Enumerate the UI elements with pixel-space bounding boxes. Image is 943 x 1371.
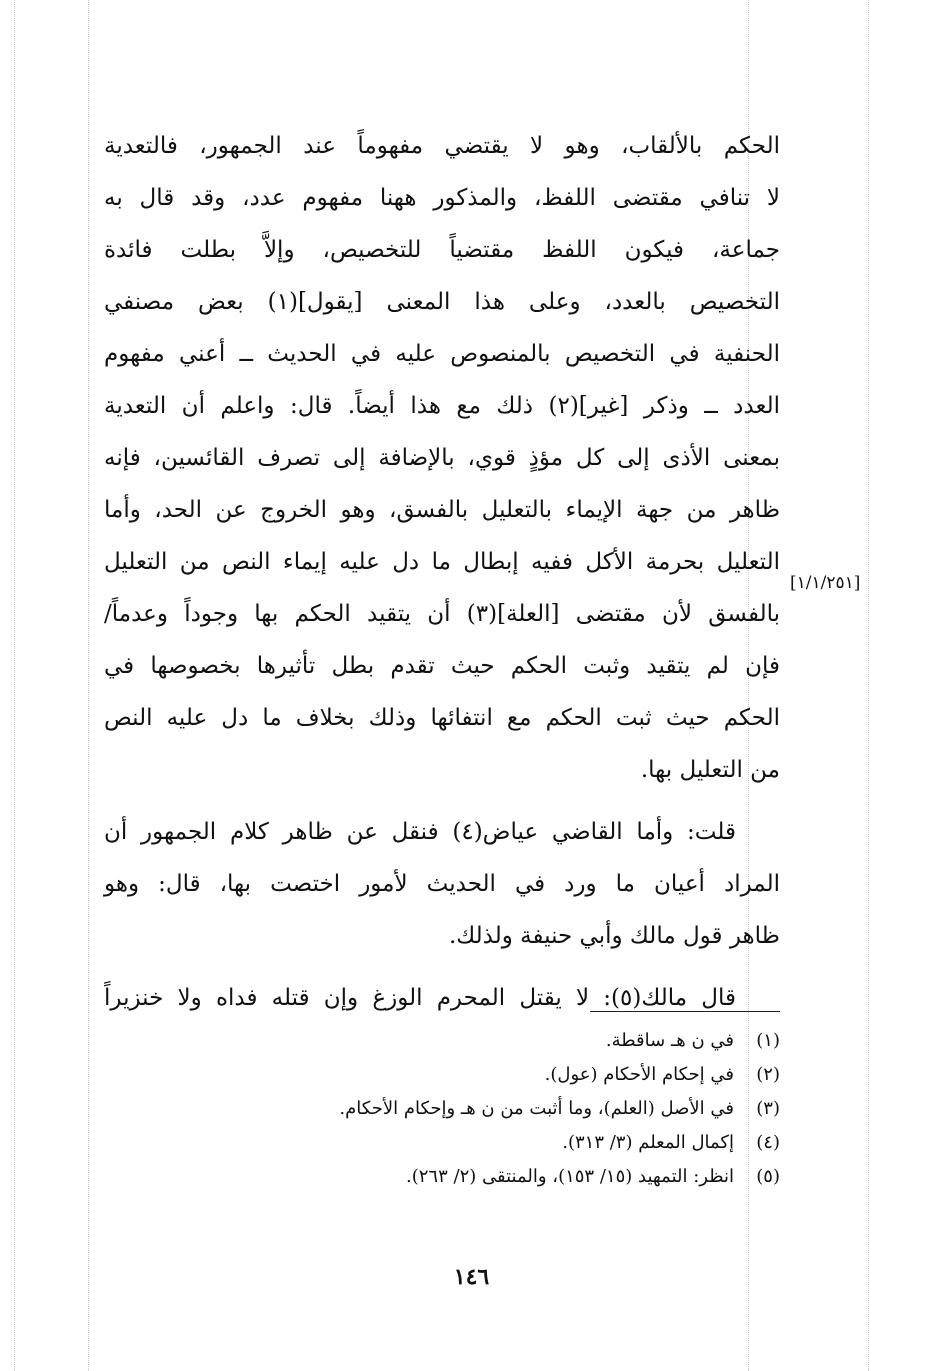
scan-guide-line: [868, 0, 869, 1371]
text-line: الحنفية في التخصيص بالمنصوص عليه في الحديث ــ أعني مفهوم: [104, 341, 780, 367]
text-line: قال مالك(٥): لا يقتل المحرم الوزغ وإن قتله فداه ولا خنزيراً: [104, 985, 737, 1011]
footnote-separator: [590, 1011, 780, 1012]
footnote-number: (٤): [756, 1132, 780, 1153]
text-line: الحكم بالألقاب، وهو لا يقتضي مفهوماً عند الجمهور، فالتعدية: [104, 133, 780, 159]
text-line: قلت: وأما القاضي عياض(٤) فنقل عن ظاهر كلام الجمهور أن: [104, 819, 736, 845]
footnote-number: (٣): [756, 1098, 780, 1119]
footnote-number: (٢): [756, 1064, 780, 1085]
footnote-text: في إحكام الأحكام (عول).: [544, 1064, 734, 1085]
footnote-item: [104, 1024, 780, 1058]
text-line: التخصيص بالعدد، وعلى هذا المعنى [يقول](١) بعض مصنفي: [104, 289, 780, 315]
page-number: ١٤٦: [453, 1264, 490, 1290]
text-line: بالفسق لأن مقتضى [العلة](٣) أن يتقيد الحكم بها وجوداً وعدماً/: [104, 601, 780, 627]
text-line: فإن لم يتقيد وثبت الحكم حيث تقدم بطل تأثيرها بخصوصها في: [104, 653, 780, 679]
text-line: بمعنى الأذى إلى كل مؤذٍ قوي، بالإضافة إلى تصرف القائسين، فإنه: [104, 445, 780, 471]
text-line: لا تنافي مقتضى اللفظ، والمذكور ههنا مفهوم عدد، وقد قال به: [104, 185, 780, 211]
footnote-text: انظر: التمهيد (١٥/ ١٥٣)، والمنتقى (٢/ ٢٦٣).: [406, 1166, 734, 1187]
text-line: الحكم حيث ثبت الحكم مع انتفائها وذلك بخلاف ما دل عليه النص: [104, 705, 780, 731]
footnotes: [104, 1024, 780, 1194]
footnote-item: [104, 1058, 780, 1092]
footnote-text: إكمال المعلم (٣/ ٣١٣).: [562, 1132, 734, 1153]
footnote-item: [104, 1126, 780, 1160]
scan-guide-line: [14, 0, 15, 1371]
footnote-item: [104, 1092, 780, 1126]
footnote-number: (٥): [756, 1166, 780, 1187]
main-text: [104, 120, 780, 1024]
text-line: ظاهر قول مالك وأبي حنيفة ولذلك.: [448, 923, 780, 949]
footnote-text: في الأصل (العلم)، وما أثبت من ن هـ وإحكام الأحكام.: [339, 1098, 734, 1119]
text-line: ظاهر من جهة الإيماء بالتعليل بالفسق، وهو الخروج عن الحد، وأما: [104, 497, 780, 523]
footnote-text: في ن هـ ساقطة.: [605, 1030, 734, 1051]
text-line: من التعليل بها.: [640, 757, 780, 783]
margin-reference: [١/١/٢٥١]: [790, 573, 861, 593]
text-line: التعليل بحرمة الأكل ففيه إبطال ما دل عليه إيماء النص من التعليل: [104, 549, 780, 575]
text-line: المراد أعيان ما ورد في الحديث لأمور اختصت بها، قال: وهو: [104, 871, 780, 897]
scan-guide-line: [88, 0, 89, 1371]
footnote-number: (١): [756, 1030, 780, 1051]
text-line: العدد ــ وذكر [غير](٢) ذلك مع هذا أيضاً. قال: واعلم أن التعدية: [104, 393, 780, 419]
footnote-item: [104, 1160, 780, 1194]
text-line: جماعة، فيكون اللفظ مقتضياً للتخصيص، وإلاَّ بطلت فائدة: [104, 237, 780, 263]
